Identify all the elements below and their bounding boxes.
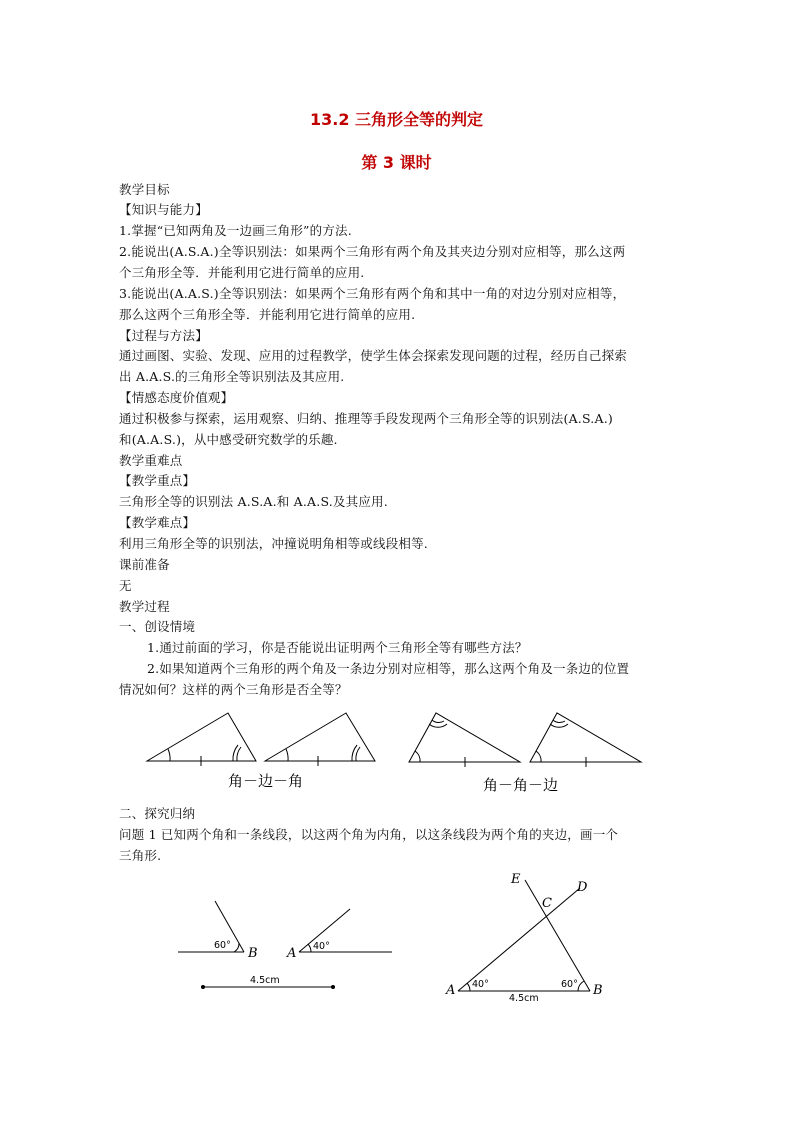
page-subtitle: 第 3 课时 bbox=[361, 153, 432, 172]
text-line: 1.掌握“已知两角及一边画三角形”的方法. bbox=[119, 223, 352, 238]
point-d-label: D bbox=[577, 880, 588, 895]
segment-endpoint-right bbox=[331, 985, 335, 989]
text-line: 课前准备 bbox=[119, 557, 170, 572]
text-line: 出 A.A.S.的三角形全等识别法及其应用. bbox=[119, 369, 345, 384]
label-aas: 角－角－边 bbox=[483, 776, 559, 794]
text-line: 问题 1 已知两个角和一条线段，以这两个角为内角，以这条线段为两个角的夹边，画一个 bbox=[119, 827, 619, 842]
text-line: 个三角形全等．并能利用它进行简单的应用. bbox=[119, 265, 365, 280]
tri-point-a-label: A bbox=[446, 983, 456, 998]
text-line: 一、创设情境 bbox=[119, 619, 196, 634]
text-line: 二、探究归纳 bbox=[119, 806, 196, 821]
text-line: 【教学重点】 bbox=[119, 473, 196, 488]
text-line: 2.如果知道两个三角形的两个角及一条边分别对应相等，那么这两个角及一条边的位置 bbox=[147, 661, 630, 676]
point-c-label: C bbox=[542, 896, 552, 911]
text-line: 利用三角形全等的识别法，冲撞说明角相等或线段相等. bbox=[119, 536, 428, 551]
angle-b-label: 60° bbox=[214, 940, 231, 951]
text-line: 【教学难点】 bbox=[119, 515, 196, 530]
label-asa: 角－边－角 bbox=[228, 772, 304, 790]
text-line: 和(A.A.S.)，从中感受研究数学的乐趣. bbox=[119, 432, 338, 447]
text-line: 1.通过前面的学习，你是否能说出证明两个三角形全等有哪些方法？ bbox=[147, 640, 528, 655]
tri-point-b-label: B bbox=[593, 983, 603, 998]
angle-a-label: 40° bbox=[313, 941, 330, 952]
text-line: 教学重难点 bbox=[119, 453, 183, 468]
point-a-label: A bbox=[287, 946, 297, 961]
text-line: 教学目标 bbox=[119, 182, 170, 197]
text-line: 【过程与方法】 bbox=[119, 328, 208, 343]
text-line: 【知识与能力】 bbox=[119, 202, 208, 217]
tri-angle-b-label: 60° bbox=[561, 979, 578, 990]
point-e-label: E bbox=[511, 872, 521, 887]
text-line: 2.能说出(A.S.A.)全等识别法：如果两个三角形有两个角及其夹边分别对应相等，那么这两 bbox=[119, 244, 626, 259]
text-line: 三角形. bbox=[119, 848, 162, 863]
text-line: 无 bbox=[119, 578, 132, 593]
segment-length-label: 4.5cm bbox=[250, 975, 280, 986]
tri-angle-a-label: 40° bbox=[472, 979, 489, 990]
segment-endpoint-left bbox=[201, 985, 205, 989]
point-b-label: B bbox=[248, 946, 258, 961]
text-line: 三角形全等的识别法 A.S.A.和 A.A.S.及其应用. bbox=[119, 494, 388, 509]
text-line: 那么这两个三角形全等．并能利用它进行简单的应用. bbox=[119, 307, 416, 322]
page-title: 13.2 三角形全等的判定 bbox=[309, 110, 484, 129]
tri-segment-label: 4.5cm bbox=[509, 993, 539, 1004]
text-line: 通过积极参与探索，运用观察、归纳、推理等手段发现两个三角形全等的识别法(A.S.A.) bbox=[119, 411, 613, 426]
text-line: 教学过程 bbox=[119, 599, 170, 614]
text-line: 3.能说出(A.A.S.)全等识别法：如果两个三角形有两个角和其中一角的对边分别对应相等， bbox=[119, 286, 626, 301]
text-line: 通过画图、实验、发现、应用的过程教学，使学生体会探索发现问题的过程，经历自己探索 bbox=[119, 348, 628, 363]
text-line: 情况如何？这样的两个三角形是否全等？ bbox=[119, 682, 348, 697]
text-line: 【情感态度价值观】 bbox=[119, 390, 234, 405]
